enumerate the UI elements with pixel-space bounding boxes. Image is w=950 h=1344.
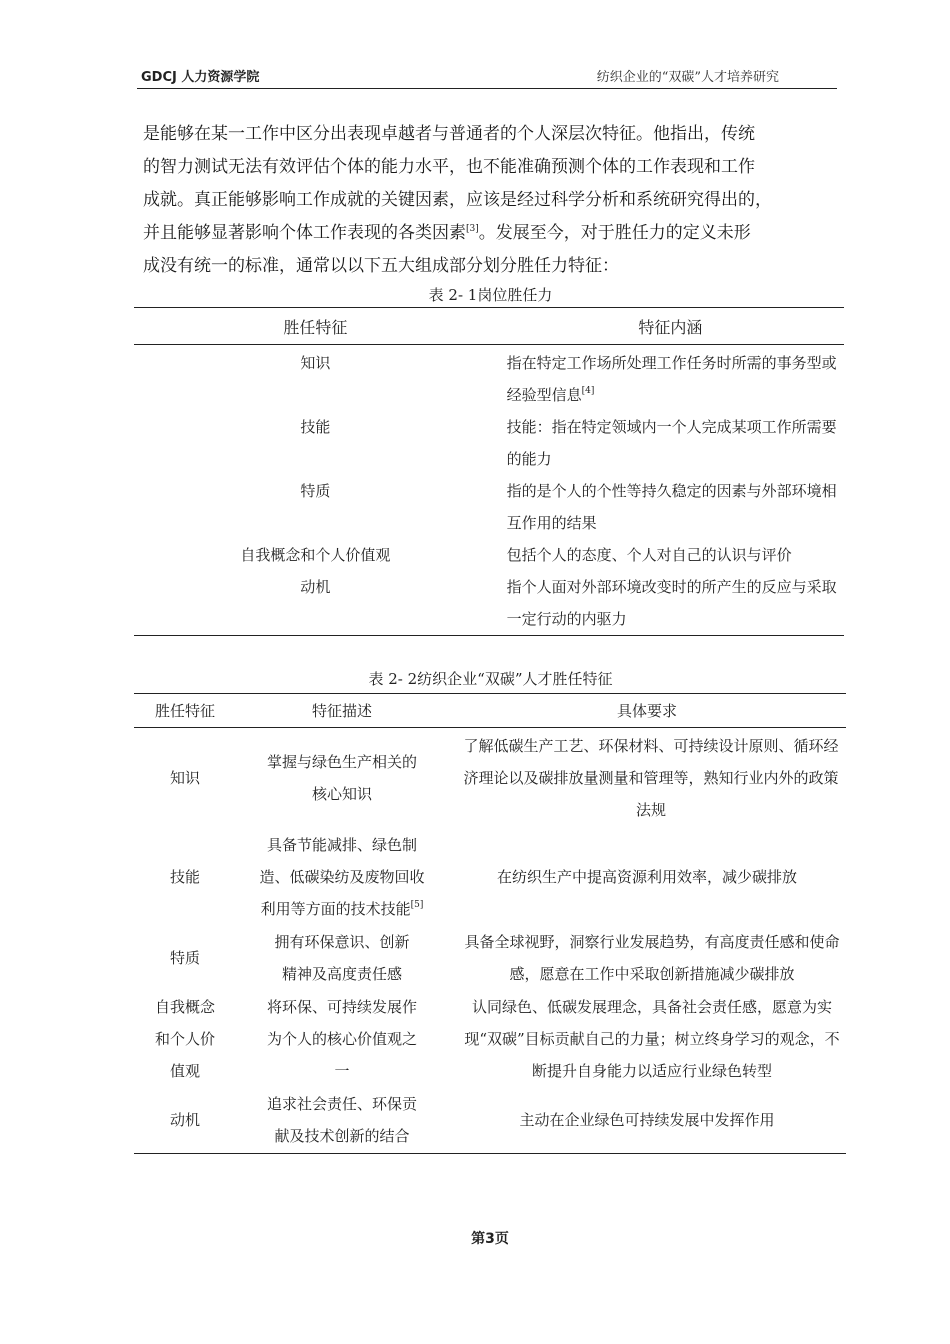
body-line: 成没有统一的标准，通常以以下五大组成部分划分胜任力特征：	[143, 256, 619, 276]
page-header	[137, 62, 837, 89]
feature-cell: 动机	[134, 1088, 236, 1154]
meaning-cell: 包括个人的态度、个人对自己的认识与评价	[506, 546, 792, 564]
feature-cell: 特质	[169, 948, 200, 967]
description-cell: 将环保、可持续发展作为个人的核心价值观之一	[266, 997, 417, 1080]
table-row	[134, 990, 846, 1088]
dual-carbon-competency-table	[134, 693, 846, 1154]
requirement-cell: 认同绿色、低碳发展理念，具备社会责任感，愿意为实现“双碳”目标贡献自己的力量；树立终身学习的观念，不断提升自身能力以适应行业绿色转型	[464, 997, 840, 1080]
requirement-cell: 具备全球视野，洞察行业发展趋势，有高度责任感和使命感，愿意在工作中采取创新措施减少碳排放	[464, 932, 840, 983]
description-cell: 具备节能减排、绿色制造、低碳染纺及废物回收利用等方面的技术技能[5]	[259, 835, 425, 918]
table-row	[134, 926, 846, 990]
body-paragraph	[143, 118, 843, 283]
meaning-cell: 指的是个人的个性等持久稳定的因素与外部环境相互作用的结果	[506, 482, 837, 532]
header-title: 纺织企业的“双碳”人才培养研究	[596, 70, 779, 85]
meaning-cell: 指个人面对外部环境改变时的所产生的反应与采取一定行动的内驱力	[497, 571, 844, 636]
table-row	[134, 571, 844, 636]
page-number: 第3页	[471, 1231, 509, 1247]
table-row	[134, 345, 844, 412]
description-cell: 掌握与绿色生产相关的核心知识	[266, 752, 417, 803]
feature-cell: 特质	[300, 482, 331, 500]
description-cell: 追求社会责任、环保贡献及技术创新的结合	[236, 1088, 448, 1154]
header-institution: GDCJ 人力资源学院	[141, 70, 260, 85]
feature-cell: 知识	[300, 354, 331, 372]
feature-cell: 自我概念和个人价值观	[240, 546, 391, 564]
meaning-cell: 技能：指在特定领域内一个人完成某项工作所需要的能力	[506, 418, 837, 468]
body-line: 并且能够显著影响个体工作表现的各类因素[3]。发展至今，对于胜任力的定义未形	[143, 223, 751, 243]
table-row	[134, 1088, 846, 1154]
meaning-cell: 指在特定工作场所处理工作任务时所需的事务型或经验型信息[4]	[506, 354, 837, 404]
table1-header-feature: 胜任特征	[134, 308, 497, 345]
table-row	[134, 728, 846, 828]
feature-cell: 技能	[300, 418, 331, 436]
table2-header-description: 特征描述	[236, 694, 448, 728]
feature-cell: 技能	[169, 867, 200, 886]
table1-caption: 表 2- 1岗位胜任力	[428, 286, 553, 304]
table-row	[134, 828, 846, 926]
requirement-cell: 主动在企业绿色可持续发展中发挥作用	[448, 1088, 846, 1154]
table1-header-meaning: 特征内涵	[497, 308, 844, 345]
body-line: 的智力测试无法有效评估个体的能力水平，也不能准确预测个体的工作表现和工作	[143, 157, 755, 177]
table-row	[134, 411, 844, 475]
table-row	[134, 475, 844, 539]
feature-cell: 自我概念和个人价值观	[154, 997, 215, 1080]
feature-cell: 知识	[169, 768, 200, 787]
body-line: 成就。真正能够影响工作成就的关键因素，应该是经过科学分析和系统研究得出的，	[143, 190, 772, 210]
table2-header-requirement: 具体要求	[448, 694, 846, 728]
requirement-cell: 在纺织生产中提高资源利用效率，减少碳排放	[496, 867, 797, 886]
table2-header-feature: 胜任特征	[134, 694, 236, 728]
competency-table	[134, 307, 844, 636]
body-line: 是能够在某一工作中区分出表现卓越者与普通者的个人深层次特征。他指出，传统	[143, 124, 755, 144]
citation-ref: [3]	[466, 224, 479, 234]
feature-cell: 动机	[134, 571, 497, 636]
table2-caption: 表 2- 2纺织企业“双碳”人才胜任特征	[368, 670, 613, 688]
description-cell: 拥有环保意识、创新精神及高度责任感	[274, 932, 410, 983]
table-row	[134, 539, 844, 571]
requirement-cell: 了解低碳生产工艺、环保材料、可持续设计原则、循环经济理论以及碳排放量测量和管理等，熟知行业内外的政策法规	[463, 736, 839, 819]
